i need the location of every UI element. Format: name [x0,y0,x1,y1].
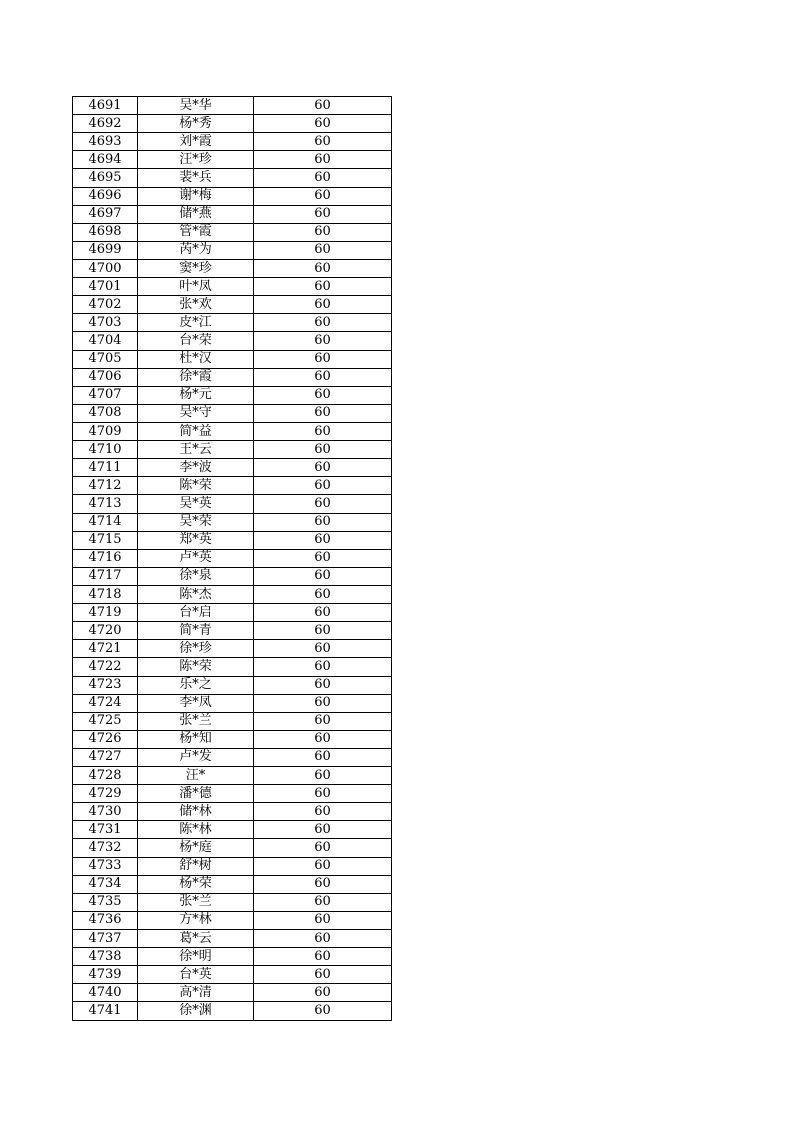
cell-name: 台*英 [138,966,254,984]
cell-name: 陈*荣 [138,477,254,495]
table-row [73,133,392,151]
cell-score: 60 [254,567,392,585]
table-row [73,187,392,205]
cell-score: 60 [254,241,392,259]
table-row [73,658,392,676]
cell-id: 4738 [73,948,138,966]
cell-id: 4696 [73,187,138,205]
cell-name: 储*林 [138,803,254,821]
cell-name: 徐*霞 [138,368,254,386]
cell-name: 杨*荣 [138,875,254,893]
cell-score: 60 [254,422,392,440]
cell-score: 60 [254,459,392,477]
cell-name: 裴*兵 [138,169,254,187]
cell-id: 4719 [73,604,138,622]
cell-name: 杨*知 [138,730,254,748]
cell-score: 60 [254,187,392,205]
cell-id: 4731 [73,821,138,839]
cell-id: 4694 [73,151,138,169]
cell-name: 叶*凤 [138,278,254,296]
cell-score: 60 [254,966,392,984]
cell-id: 4706 [73,368,138,386]
cell-name: 陈*杰 [138,585,254,603]
cell-name: 台*启 [138,604,254,622]
cell-name: 简*益 [138,422,254,440]
table-row [73,948,392,966]
cell-score: 60 [254,676,392,694]
cell-id: 4705 [73,350,138,368]
cell-id: 4695 [73,169,138,187]
cell-name: 李*凤 [138,694,254,712]
cell-score: 60 [254,314,392,332]
cell-id: 4732 [73,839,138,857]
score-table [72,96,392,1021]
table-row [73,386,392,404]
cell-id: 4691 [73,97,138,115]
cell-id: 4708 [73,404,138,422]
table-row [73,169,392,187]
cell-name: 卢*英 [138,549,254,567]
table-row [73,712,392,730]
cell-score: 60 [254,984,392,1002]
cell-name: 乐*之 [138,676,254,694]
table-row [73,241,392,259]
table-row [73,151,392,169]
cell-id: 4692 [73,115,138,133]
table-row [73,875,392,893]
cell-name: 葛*云 [138,930,254,948]
cell-score: 60 [254,948,392,966]
cell-id: 4707 [73,386,138,404]
cell-name: 吴*英 [138,495,254,513]
table-row [73,495,392,513]
cell-id: 4735 [73,893,138,911]
cell-score: 60 [254,133,392,151]
table-row [73,930,392,948]
cell-name: 方*林 [138,911,254,929]
table-row [73,314,392,332]
cell-id: 4714 [73,513,138,531]
cell-score: 60 [254,930,392,948]
table-row [73,622,392,640]
cell-score: 60 [254,151,392,169]
cell-name: 张*欢 [138,296,254,314]
table-row [73,567,392,585]
cell-name: 刘*霞 [138,133,254,151]
cell-id: 4741 [73,1002,138,1020]
cell-id: 4725 [73,712,138,730]
cell-score: 60 [254,694,392,712]
table-row [73,296,392,314]
cell-score: 60 [254,531,392,549]
cell-score: 60 [254,404,392,422]
cell-score: 60 [254,97,392,115]
table-row [73,893,392,911]
table-row [73,767,392,785]
cell-id: 4722 [73,658,138,676]
table-row [73,459,392,477]
cell-name: 徐*渊 [138,1002,254,1020]
cell-score: 60 [254,278,392,296]
cell-id: 4697 [73,205,138,223]
table-row [73,404,392,422]
cell-score: 60 [254,368,392,386]
cell-id: 4699 [73,241,138,259]
cell-id: 4727 [73,748,138,766]
table-row [73,821,392,839]
table-row [73,585,392,603]
cell-score: 60 [254,911,392,929]
cell-id: 4703 [73,314,138,332]
cell-score: 60 [254,712,392,730]
cell-name: 管*霞 [138,223,254,241]
table-row [73,1002,392,1020]
cell-score: 60 [254,640,392,658]
cell-name: 吴*守 [138,404,254,422]
table-row [73,640,392,658]
cell-id: 4711 [73,459,138,477]
table-row [73,477,392,495]
cell-id: 4726 [73,730,138,748]
cell-score: 60 [254,495,392,513]
cell-id: 4702 [73,296,138,314]
cell-id: 4717 [73,567,138,585]
table-row [73,911,392,929]
cell-id: 4724 [73,694,138,712]
cell-id: 4734 [73,875,138,893]
cell-score: 60 [254,803,392,821]
cell-score: 60 [254,259,392,277]
cell-name: 陈*荣 [138,658,254,676]
cell-id: 4701 [73,278,138,296]
cell-score: 60 [254,386,392,404]
cell-id: 4733 [73,857,138,875]
cell-name: 王*云 [138,441,254,459]
table-row [73,803,392,821]
cell-id: 4709 [73,422,138,440]
table-row [73,694,392,712]
cell-name: 张*兰 [138,893,254,911]
cell-score: 60 [254,223,392,241]
cell-name: 汪* [138,767,254,785]
cell-name: 汪*珍 [138,151,254,169]
cell-score: 60 [254,205,392,223]
cell-id: 4720 [73,622,138,640]
cell-name: 潘*德 [138,785,254,803]
table-row [73,676,392,694]
cell-score: 60 [254,1002,392,1020]
cell-id: 4739 [73,966,138,984]
cell-id: 4736 [73,911,138,929]
table-row [73,549,392,567]
cell-name: 皮*江 [138,314,254,332]
table-row [73,839,392,857]
cell-id: 4704 [73,332,138,350]
cell-id: 4721 [73,640,138,658]
table-row [73,223,392,241]
table-row [73,748,392,766]
table-row [73,604,392,622]
cell-id: 4712 [73,477,138,495]
cell-name: 徐*珍 [138,640,254,658]
cell-name: 郑*英 [138,531,254,549]
cell-score: 60 [254,115,392,133]
table-row [73,278,392,296]
cell-score: 60 [254,350,392,368]
cell-name: 芮*为 [138,241,254,259]
cell-id: 4710 [73,441,138,459]
cell-score: 60 [254,785,392,803]
cell-id: 4713 [73,495,138,513]
cell-name: 徐*泉 [138,567,254,585]
cell-id: 4698 [73,223,138,241]
table-row [73,966,392,984]
cell-score: 60 [254,585,392,603]
cell-score: 60 [254,893,392,911]
cell-score: 60 [254,332,392,350]
cell-name: 吴*华 [138,97,254,115]
cell-score: 60 [254,513,392,531]
table-row [73,785,392,803]
cell-id: 4715 [73,531,138,549]
cell-id: 4716 [73,549,138,567]
cell-name: 储*燕 [138,205,254,223]
cell-score: 60 [254,169,392,187]
cell-id: 4730 [73,803,138,821]
cell-name: 谢*梅 [138,187,254,205]
table-row [73,115,392,133]
cell-score: 60 [254,767,392,785]
table-row [73,984,392,1002]
cell-name: 杜*汉 [138,350,254,368]
cell-name: 舒*树 [138,857,254,875]
table-row [73,368,392,386]
cell-score: 60 [254,296,392,314]
cell-id: 4737 [73,930,138,948]
cell-id: 4723 [73,676,138,694]
cell-score: 60 [254,604,392,622]
cell-score: 60 [254,821,392,839]
cell-score: 60 [254,441,392,459]
table-row [73,350,392,368]
cell-name: 李*波 [138,459,254,477]
cell-name: 高*清 [138,984,254,1002]
cell-id: 4728 [73,767,138,785]
cell-score: 60 [254,857,392,875]
cell-name: 卢*发 [138,748,254,766]
cell-name: 吴*荣 [138,513,254,531]
table-row [73,441,392,459]
cell-id: 4740 [73,984,138,1002]
cell-score: 60 [254,658,392,676]
cell-name: 陈*林 [138,821,254,839]
cell-id: 4729 [73,785,138,803]
table-row [73,513,392,531]
cell-score: 60 [254,839,392,857]
table-row [73,857,392,875]
table-row [73,205,392,223]
cell-name: 杨*秀 [138,115,254,133]
cell-name: 窦*珍 [138,259,254,277]
cell-name: 台*荣 [138,332,254,350]
table-row [73,97,392,115]
cell-name: 杨*庭 [138,839,254,857]
cell-score: 60 [254,622,392,640]
cell-name: 徐*明 [138,948,254,966]
cell-id: 4700 [73,259,138,277]
table-row [73,332,392,350]
cell-id: 4718 [73,585,138,603]
table-body [73,97,392,1021]
cell-score: 60 [254,477,392,495]
table-row [73,730,392,748]
table-row [73,259,392,277]
table-row [73,422,392,440]
cell-name: 简*青 [138,622,254,640]
table-row [73,531,392,549]
cell-score: 60 [254,875,392,893]
cell-name: 张*兰 [138,712,254,730]
cell-id: 4693 [73,133,138,151]
cell-name: 杨*元 [138,386,254,404]
cell-score: 60 [254,748,392,766]
cell-score: 60 [254,549,392,567]
cell-score: 60 [254,730,392,748]
